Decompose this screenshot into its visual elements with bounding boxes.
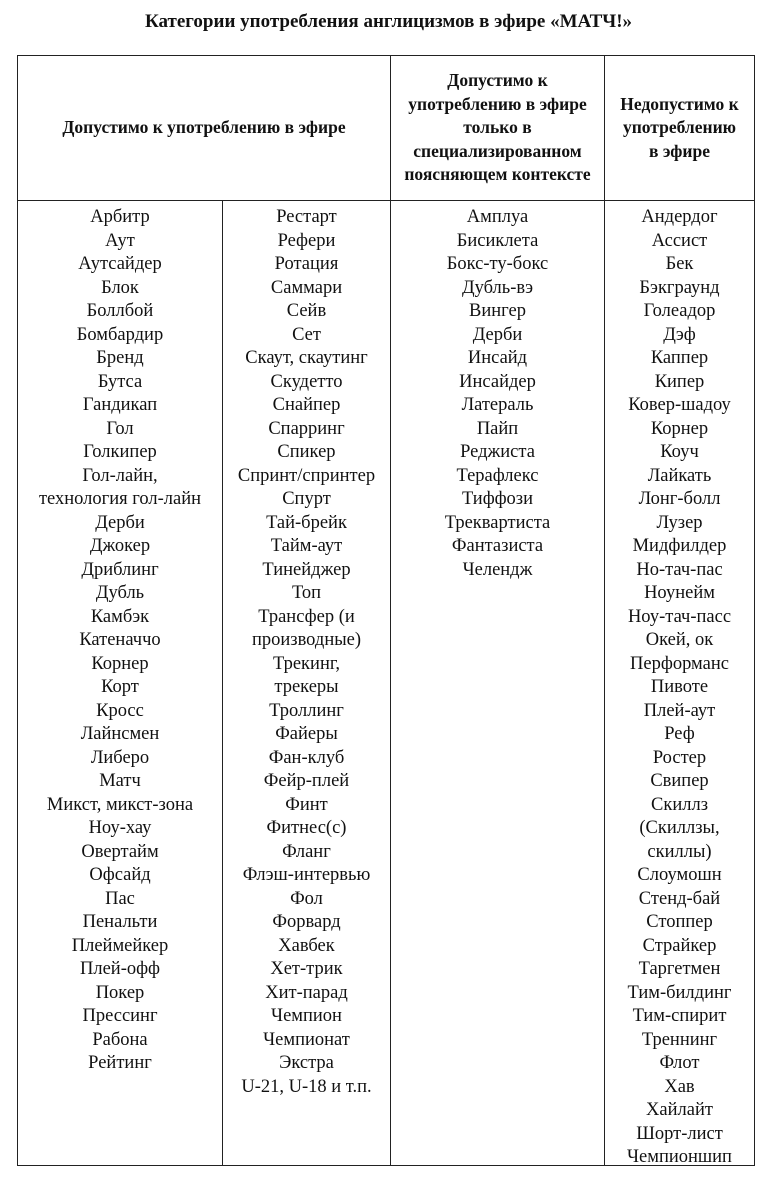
term-item: Дерби	[472, 324, 523, 345]
term-item: Кипер	[654, 371, 705, 392]
term-item: Рабона	[92, 1029, 148, 1050]
term-item: (Скиллзы,	[639, 818, 720, 838]
term-item: Бек	[665, 254, 694, 274]
term-item: технология гол-лайн	[38, 489, 202, 509]
term-item: Окей, ок	[645, 630, 714, 650]
term-item: Бэкграунд	[639, 277, 720, 298]
term-item: Тайм-аут	[270, 536, 343, 556]
term-item: Скаут, скаутинг	[245, 348, 368, 368]
term-item: Ноу-тач-пасс	[627, 606, 732, 627]
term-item: Чемпионат	[263, 1029, 350, 1050]
term-item: Гол	[106, 418, 134, 439]
term-item: Фан-клуб	[268, 747, 345, 768]
term-item: Рефери	[277, 230, 336, 251]
term-item: Шорт-лист	[636, 1123, 723, 1144]
term-item: Латераль	[461, 395, 534, 415]
term-item: Треквартиста	[444, 512, 551, 533]
header-divider	[18, 200, 754, 201]
term-item: Матч	[99, 771, 141, 791]
term-item: Покер	[95, 982, 145, 1003]
term-item: Коуч	[660, 442, 699, 462]
term-item: Ковер-шадоу	[628, 395, 731, 415]
term-item: Ростер	[652, 747, 707, 768]
term-item: Топ	[291, 583, 322, 603]
header-not-allowed: Недопустимо к употреблению в эфире	[620, 93, 739, 161]
term-item: Ротация	[274, 254, 339, 274]
term-item: Фейр-плей	[263, 771, 350, 791]
term-item: Флот	[659, 1053, 700, 1073]
term-item: Пайп	[476, 418, 519, 439]
term-item: Офсайд	[89, 865, 151, 885]
term-item: Снайпер	[272, 395, 341, 415]
term-item: Трансфер (и	[258, 606, 355, 627]
term-item: Бокс-ту-бокс	[446, 254, 549, 274]
term-item: Джокер	[89, 536, 151, 556]
term-item: Спикер	[277, 442, 336, 462]
term-item: Голкипер	[83, 442, 157, 462]
term-item: Либеро	[90, 747, 150, 768]
term-item: Корт	[101, 677, 139, 697]
column-allowed-2	[223, 206, 390, 1099]
term-item: Корнер	[650, 418, 709, 439]
term-item: Бомбардир	[76, 324, 164, 345]
term-item: Сет	[292, 324, 321, 345]
term-item: Фитнес(с)	[266, 818, 347, 838]
term-item: Рестарт	[276, 207, 337, 227]
header-allowed: Допустимо к употреблению в эфире	[62, 117, 346, 138]
term-item: Стоппер	[646, 912, 713, 932]
term-item: Спурт	[282, 489, 331, 509]
term-item: Катеначчо	[79, 630, 161, 650]
term-item: Трекинг,	[273, 653, 340, 674]
term-item: Тай-брейк	[266, 512, 347, 533]
term-item: Овертайм	[81, 841, 159, 862]
term-item: Микст, микст-зона	[46, 794, 194, 815]
term-item: Пивоте	[650, 677, 709, 697]
term-item: Свипер	[650, 771, 709, 791]
term-item: Лузер	[656, 512, 703, 533]
term-item: Бутса	[97, 371, 143, 392]
term-item: Гол-лайн,	[82, 465, 158, 486]
term-item: Стенд-бай	[638, 888, 721, 909]
term-item: Амплуа	[466, 207, 529, 227]
column-specialized	[391, 206, 604, 582]
term-item: Голеадор	[643, 301, 716, 321]
term-item: Таргетмен	[638, 959, 721, 979]
term-item: Плей-офф	[80, 959, 160, 979]
term-item: Но-тач-пас	[636, 559, 723, 580]
term-item: Чемпионшип	[627, 1147, 732, 1167]
term-item: Корнер	[91, 653, 149, 674]
term-item: Лонг-болл	[638, 489, 721, 509]
term-item: Фланг	[282, 841, 331, 862]
column-allowed-1	[18, 206, 222, 1076]
term-item: Вингер	[469, 301, 526, 321]
term-item: Аут	[105, 230, 135, 251]
term-item: Ассист	[651, 230, 708, 251]
term-item: Кросс	[96, 700, 144, 721]
term-item: Челендж	[462, 559, 533, 580]
term-item: Прессинг	[82, 1006, 158, 1026]
term-item: Плеймейкер	[71, 935, 169, 956]
term-item: Финт	[285, 794, 328, 815]
term-item: Дриблинг	[81, 559, 159, 580]
term-item: Страйкер	[642, 935, 717, 956]
term-item: Тим-спирит	[632, 1006, 727, 1026]
term-item: Пенальти	[82, 912, 158, 932]
term-item: Хит-парад	[265, 982, 348, 1003]
term-item: Ноунейм	[644, 583, 715, 603]
term-item: Спринт/спринтер	[237, 465, 376, 486]
term-item: Бисиклета	[456, 230, 539, 251]
term-item: Камбэк	[90, 606, 150, 627]
term-item: Форвард	[272, 912, 341, 932]
term-item: Фол	[290, 888, 323, 909]
term-item: Хайлайт	[646, 1100, 713, 1120]
document-title: Категории употребления англицизмов в эфире «МАТЧ!»	[144, 11, 633, 32]
term-item: трекеры	[274, 677, 339, 697]
term-item: Андердог	[641, 207, 718, 227]
term-item: Лайкать	[647, 465, 712, 486]
term-item: Фантазиста	[451, 536, 544, 556]
term-item: Реф	[664, 724, 695, 744]
term-item: Спарринг	[268, 418, 345, 439]
term-item: Флэш-интервью	[242, 865, 371, 885]
term-item: Хав	[664, 1076, 695, 1097]
term-item: Дубль	[95, 583, 145, 603]
term-item: Пас	[105, 888, 135, 909]
term-item: Экстра	[279, 1053, 334, 1073]
term-item: Троллинг	[269, 700, 344, 721]
term-item: скиллы)	[647, 841, 712, 862]
column-not-allowed	[605, 206, 754, 1170]
term-item: Блок	[101, 277, 139, 298]
term-item: Рейтинг	[88, 1053, 152, 1073]
term-item: Тинейджер	[262, 559, 351, 580]
header-specialized: Допустимо к употреблению в эфире только в специализированном поясняющем контексте	[404, 70, 591, 185]
term-item: Терафлекс	[456, 465, 539, 486]
anglicisms-table	[17, 55, 755, 1166]
term-item: производные)	[251, 630, 362, 650]
term-item: Мидфилдер	[632, 536, 727, 556]
term-item: Хет-трик	[270, 959, 343, 979]
term-item: Хавбек	[278, 935, 335, 956]
term-item: Файеры	[275, 724, 338, 744]
term-item: Плей-аут	[643, 700, 716, 721]
term-item: Инсайд	[467, 348, 528, 368]
term-item: Аутсайдер	[78, 254, 162, 274]
term-item: Дубль-вэ	[461, 277, 534, 298]
term-item: Лайнсмен	[80, 724, 160, 744]
term-item: Саммари	[270, 277, 343, 298]
term-item: U-21, U-18 и т.п.	[241, 1076, 372, 1097]
term-item: Ноу-хау	[88, 818, 152, 838]
term-item: Скиллз	[651, 794, 708, 815]
term-item: Дерби	[95, 512, 145, 533]
term-item: Бренд	[96, 348, 144, 368]
term-item: Сейв	[286, 301, 327, 321]
term-item: Боллбой	[86, 301, 154, 321]
term-item: Дэф	[663, 324, 696, 345]
term-item: Арбитр	[90, 207, 150, 227]
term-item: Тим-билдинг	[627, 982, 732, 1003]
term-item: Гандикап	[82, 395, 158, 415]
term-item: Реджиста	[460, 442, 535, 462]
term-item: Перформанс	[630, 653, 729, 674]
term-item: Каппер	[650, 348, 709, 368]
term-item: Треннинг	[641, 1029, 718, 1050]
term-item: Инсайдер	[459, 371, 536, 392]
term-item: Слоумошн	[637, 865, 722, 885]
term-item: Скудетто	[270, 371, 343, 392]
term-item: Чемпион	[271, 1006, 342, 1026]
term-item: Тиффози	[461, 489, 534, 509]
